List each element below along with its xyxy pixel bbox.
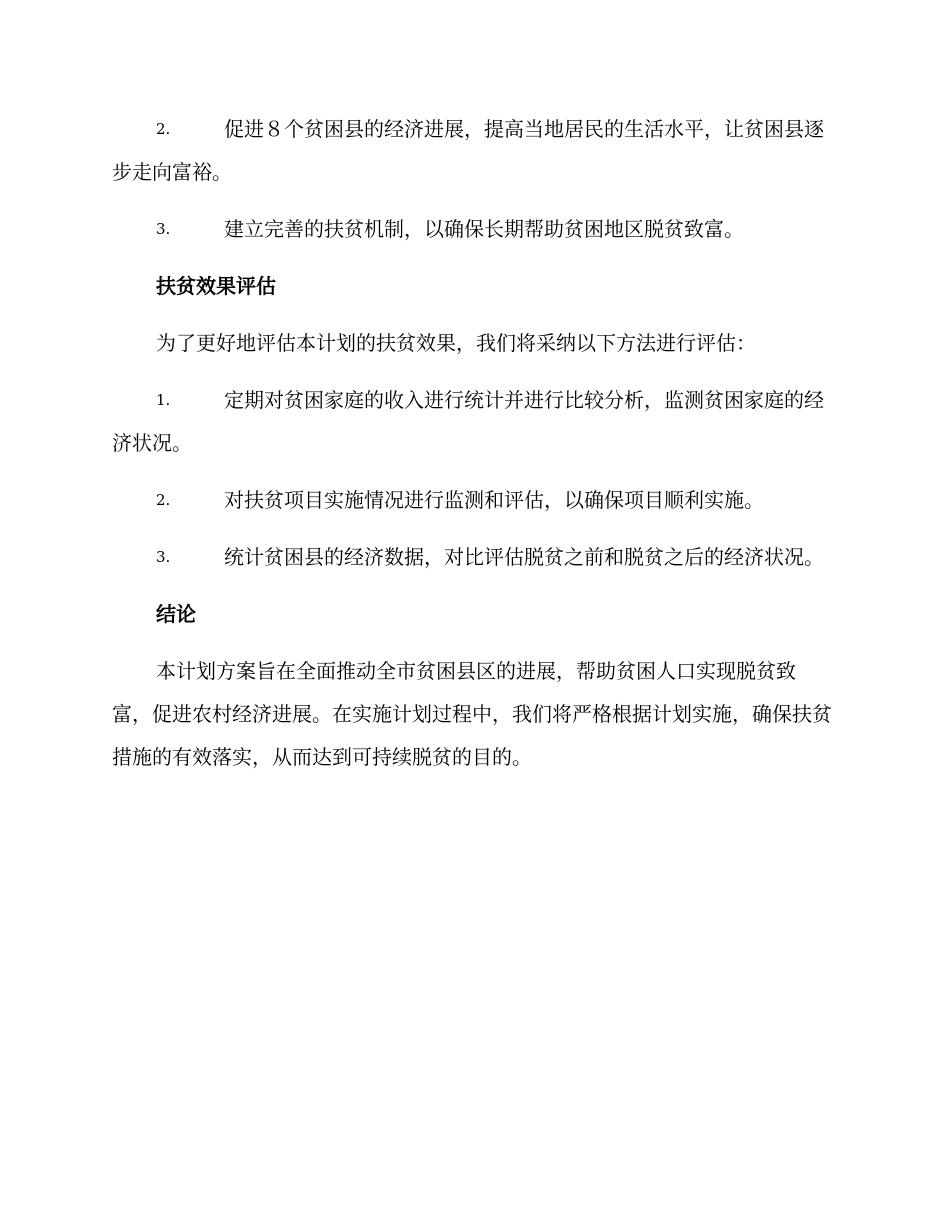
list-number: 3. — [156, 220, 171, 238]
goal-item-2 — [112, 108, 834, 194]
conclusion-heading: 结论 — [156, 602, 196, 626]
conclusion-body: 本计划方案旨在全面推动全市贫困县区的进展，帮助贫困人口实现脱贫致富，促进农村经济进展。在实施计划过程中，我们将严格根据计划实施，确保扶贫措施的有效落实，从而达到可持续脱贫的目的。 — [112, 659, 832, 769]
list-item-text: 统计贫困县的经济数据，对比评估脱贫之前和脱贫之后的经济状况。 — [224, 545, 824, 569]
list-number: 3. — [156, 548, 171, 566]
list-number: 2. — [156, 491, 171, 509]
list-item-text: 定期对贫困家庭的收入进行统计并进行比较分析，监测贫困家庭的经济状况。 — [112, 388, 824, 455]
list-item-text: 对扶贫项目实施情况进行监测和评估，以确保项目顺利实施。 — [224, 488, 764, 512]
evaluation-intro: 为了更好地评估本计划的扶贫效果，我们将采纳以下方法进行评估： — [156, 331, 756, 355]
evaluation-heading: 扶贫效果评估 — [156, 274, 276, 298]
list-item-text: 建立完善的扶贫机制，以确保长期帮助贫困地区脱贫致富。 — [224, 217, 744, 241]
document-page — [112, 108, 834, 793]
list-number: 2. — [156, 120, 171, 138]
evaluation-item-3 — [112, 536, 834, 579]
evaluation-item-1 — [112, 379, 834, 465]
evaluation-item-2 — [112, 479, 834, 522]
list-item-text: 促进８个贫困县的经济进展，提高当地居民的生活水平，让贫困县逐步走向富裕。 — [112, 117, 824, 184]
list-number: 1. — [156, 391, 171, 409]
goal-item-3 — [112, 208, 834, 251]
